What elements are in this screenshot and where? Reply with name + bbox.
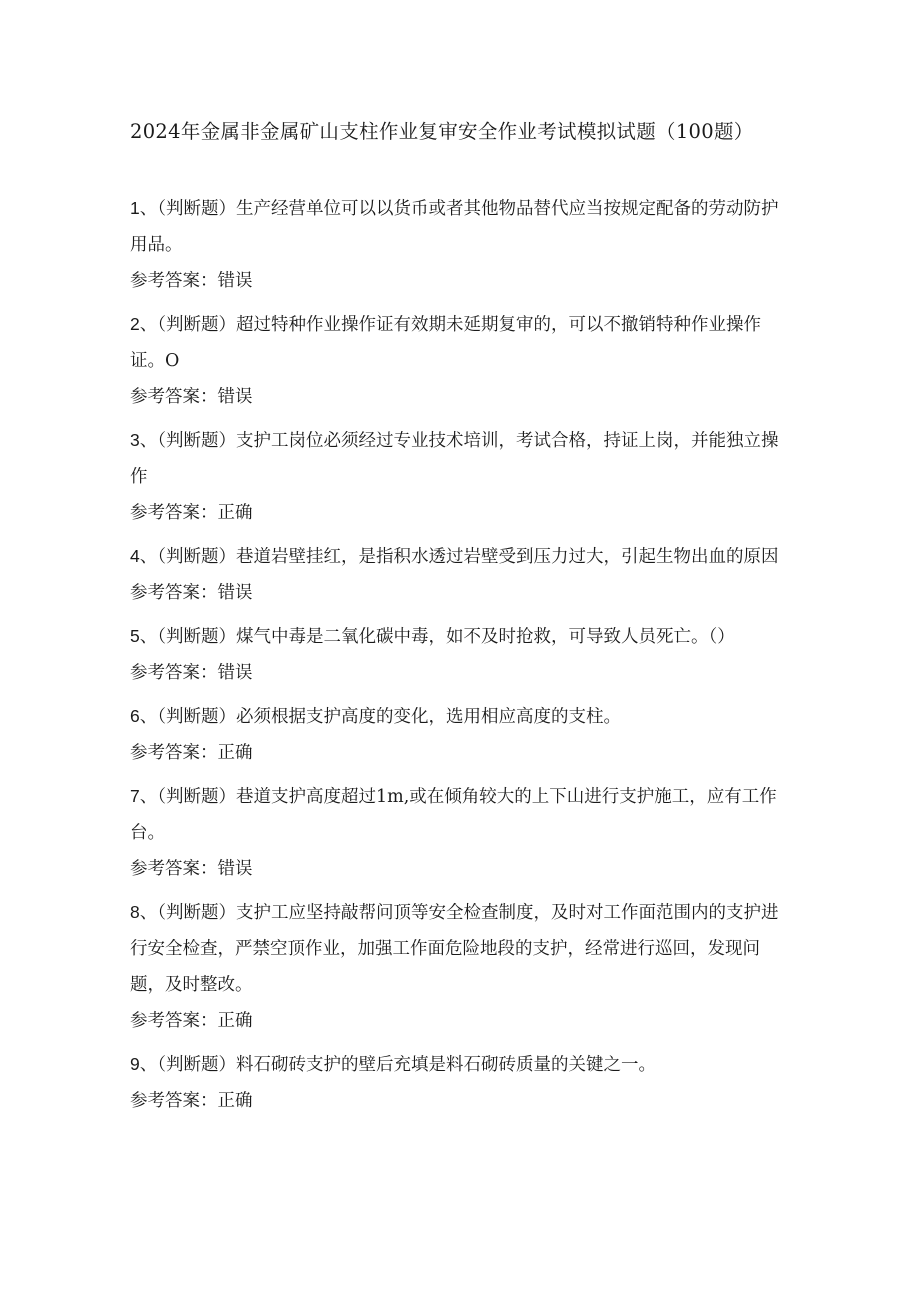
question-list <box>130 190 790 1126</box>
question-number: 9、 <box>130 1054 158 1074</box>
answer-label: 参考答案： <box>130 1011 218 1031</box>
answer-value: 正确 <box>217 1011 253 1031</box>
answer-line <box>130 655 790 691</box>
answer-label: 参考答案： <box>130 1091 218 1111</box>
answer-label: 参考答案： <box>130 583 218 603</box>
question-item <box>130 190 790 299</box>
question-text: 7、（判断题）巷道支护高度超过1m,或在倾角较大的上下山进行支护施工，应有工作台。 <box>130 786 777 843</box>
question-item <box>130 894 790 1039</box>
answer-value: 错误 <box>217 583 253 603</box>
question-item <box>130 1046 790 1119</box>
question-number: 7、 <box>130 786 158 806</box>
question-text: 5、（判断题）煤气中毒是二氧化碳中毒，如不及时抢救，可导致人员死亡。（） <box>130 626 735 647</box>
answer-value: 错误 <box>217 387 253 407</box>
answer-line <box>130 495 790 531</box>
question-number: 4、 <box>130 546 158 566</box>
answer-value: 错误 <box>217 859 253 879</box>
answer-line <box>130 735 790 771</box>
question-item <box>130 618 790 691</box>
answer-label: 参考答案： <box>130 663 218 683</box>
question-text: 3、（判断题）支护工岗位必须经过专业技术培训，考试合格，持证上岗，并能独立操作 <box>130 430 779 487</box>
question-item <box>130 778 790 887</box>
answer-value: 正确 <box>217 503 253 523</box>
question-text: 4、（判断题）巷道岩壁挂红，是指积水透过岩壁受到压力过大，引起生物出血的原因 <box>130 546 779 567</box>
question-text: 6、（判断题）必须根据支护高度的变化，选用相应高度的支柱。 <box>130 706 621 727</box>
document-title: 2024年金属非金属矿山支柱作业复审安全作业考试模拟试题（100题） <box>130 120 754 143</box>
question-text: 8、（判断题）支护工应坚持敲帮问顶等安全检查制度，及时对工作面范围内的支护进行安全检查，严禁空顶作业，加强工作面危险地段的支护，经常进行巡回，发现问题，及时整改。 <box>130 902 779 995</box>
answer-label: 参考答案： <box>130 387 218 407</box>
answer-line <box>130 575 790 611</box>
question-number: 5、 <box>130 626 158 646</box>
answer-line <box>130 851 790 887</box>
question-item <box>130 422 790 531</box>
answer-line <box>130 1083 790 1119</box>
question-item <box>130 698 790 771</box>
question-text: 1、（判断题）生产经营单位可以以货币或者其他物品替代应当按规定配备的劳动防护用品。 <box>130 198 779 255</box>
question-text: 2、（判断题）超过特种作业操作证有效期未延期复审的，可以不撤销特种作业操作证。O <box>130 314 761 371</box>
question-number: 2、 <box>130 314 158 334</box>
answer-label: 参考答案： <box>130 503 218 523</box>
question-item <box>130 538 790 611</box>
question-number: 6、 <box>130 706 158 726</box>
answer-value: 错误 <box>217 271 253 291</box>
answer-value: 错误 <box>217 663 253 683</box>
question-item <box>130 306 790 415</box>
answer-value: 正确 <box>217 743 253 763</box>
answer-label: 参考答案： <box>130 743 218 763</box>
answer-label: 参考答案： <box>130 271 218 291</box>
answer-line <box>130 1003 790 1039</box>
answer-line <box>130 379 790 415</box>
question-number: 3、 <box>130 430 158 450</box>
question-number: 1、 <box>130 198 158 218</box>
question-text: 9、（判断题）料石砌砖支护的壁后充填是料石砌砖质量的关键之一。 <box>130 1054 656 1075</box>
question-number: 8、 <box>130 902 158 922</box>
answer-line <box>130 263 790 299</box>
answer-label: 参考答案： <box>130 859 218 879</box>
answer-value: 正确 <box>217 1091 253 1111</box>
